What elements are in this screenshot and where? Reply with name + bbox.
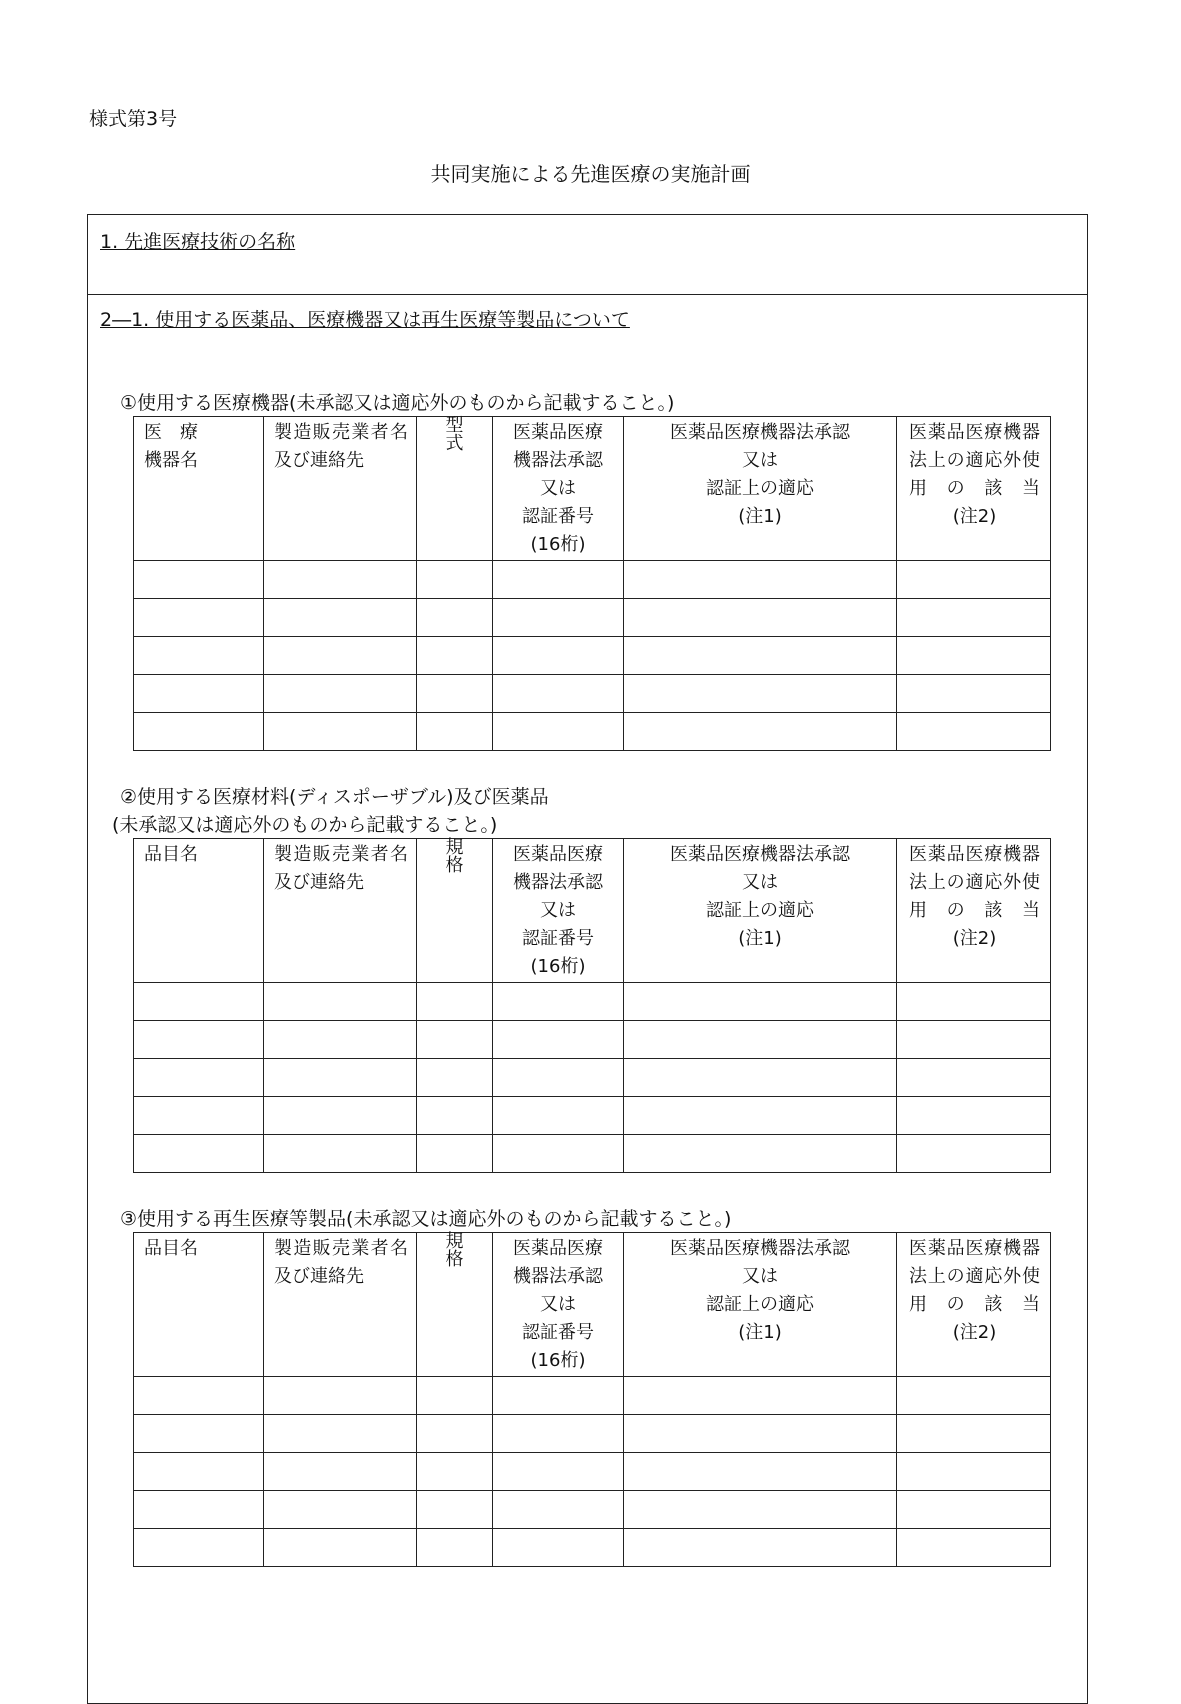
header-offlabel-text: 医薬品医療機器法上の適応外使用 [909,844,1040,921]
table-cell[interactable] [134,1415,264,1453]
table-cell[interactable] [493,1021,624,1059]
header-model [417,417,493,561]
regen-table-caption: ③使用する再生医療等製品(未承認又は適応外のものから記載すること。) [120,1208,732,1230]
table-cell[interactable] [624,1021,897,1059]
table-cell[interactable] [134,1453,264,1491]
header-maker: 製造販売業者名及び連絡先 [264,839,417,983]
header-product-name: 品目名 [134,839,264,983]
table-cell[interactable] [897,1135,1051,1173]
table-cell[interactable] [134,1021,264,1059]
table-cell[interactable] [624,1453,897,1491]
table-cell[interactable] [624,1415,897,1453]
table-cell[interactable] [897,1529,1051,1567]
header-maker: 製造販売業者名及び連絡先 [264,1233,417,1377]
table-cell[interactable] [417,1415,493,1453]
page-title: 共同実施による先進医療の実施計画 [430,162,751,186]
header-offlabel-note: (注2) [952,506,997,527]
table-cell[interactable] [264,1135,417,1173]
table-cell[interactable] [264,637,417,675]
device-table-caption: ①使用する医療機器(未承認又は適応外のものから記載すること。) [120,392,675,414]
material-caption-line1: ②使用する医療材料(ディスポーザブル)及び医薬品 [120,786,549,808]
table-cell[interactable] [624,675,897,713]
table-row [134,713,1051,751]
header-offlabel [897,839,1051,983]
table-cell[interactable] [624,1135,897,1173]
table-cell[interactable] [134,1135,264,1173]
table-cell[interactable] [624,1529,897,1567]
header-spec-label: 規格 [445,1231,464,1270]
table-row [134,1021,1051,1059]
regen-table [133,1232,1051,1567]
header-spec [417,1233,493,1377]
table-cell[interactable] [417,1491,493,1529]
header-approved-indication: 医薬品医療機器法承認 又は 認証上の適応 (注1) [624,417,897,561]
table-cell[interactable] [417,1529,493,1567]
table-cell[interactable] [624,637,897,675]
table-cell[interactable] [134,675,264,713]
table-cell[interactable] [264,983,417,1021]
table-cell[interactable] [897,599,1051,637]
header-offlabel-tail: の該当 [946,1294,1041,1315]
section2-heading: 2―1. 使用する医薬品、医療機器又は再生医療等製品について [100,309,630,331]
table-cell[interactable] [897,1377,1051,1415]
table-cell[interactable] [624,983,897,1021]
header-approval-number: 医薬品医療 機器法承認 又は 認証番号 (16桁) [493,417,624,561]
section-divider [88,294,1087,295]
table-cell[interactable] [417,1453,493,1491]
form-number: 様式第3号 [89,108,178,130]
section1-heading: 1. 先進医療技術の名称 [100,231,296,253]
table-cell[interactable] [897,1453,1051,1491]
table-cell[interactable] [134,1529,264,1567]
table-cell[interactable] [134,561,264,599]
table-row [134,599,1051,637]
table-cell[interactable] [493,1377,624,1415]
table-cell[interactable] [264,1059,417,1097]
material-table-caption [112,783,549,839]
table-cell[interactable] [624,713,897,751]
table-cell[interactable] [897,1097,1051,1135]
table-cell[interactable] [897,1415,1051,1453]
table-cell[interactable] [417,637,493,675]
table-cell[interactable] [493,983,624,1021]
table-cell[interactable] [493,675,624,713]
table-cell[interactable] [264,1377,417,1415]
table-cell[interactable] [134,1097,264,1135]
table-cell[interactable] [134,983,264,1021]
table-cell[interactable] [417,1135,493,1173]
table-cell[interactable] [264,599,417,637]
header-approved-indication: 医薬品医療機器法承認 又は 認証上の適応 (注1) [624,1233,897,1377]
header-model-label: 型式 [445,415,464,454]
table-cell[interactable] [493,713,624,751]
table-row [134,561,1051,599]
table-row [134,983,1051,1021]
table-cell[interactable] [624,561,897,599]
header-offlabel-tail: の該当 [946,478,1041,499]
header-offlabel-note: (注2) [952,928,997,949]
table-row [134,675,1051,713]
header-spec [417,839,493,983]
table-row [134,1415,1051,1453]
table-cell[interactable] [493,1097,624,1135]
table-cell[interactable] [134,637,264,675]
header-approval-number: 医薬品医療 機器法承認 又は 認証番号 (16桁) [493,839,624,983]
table-cell[interactable] [493,1059,624,1097]
table-cell[interactable] [417,561,493,599]
header-offlabel [897,417,1051,561]
header-offlabel-note: (注2) [952,1322,997,1343]
table-row [134,1453,1051,1491]
table-cell[interactable] [493,1135,624,1173]
table-cell[interactable] [897,561,1051,599]
table-cell[interactable] [417,1021,493,1059]
header-spec-label: 規格 [445,837,464,876]
header-approval-number: 医薬品医療 機器法承認 又は 認証番号 (16桁) [493,1233,624,1377]
table-row [134,1491,1051,1529]
plan-form-frame [87,214,1088,1704]
table-cell[interactable] [897,1021,1051,1059]
table-cell[interactable] [264,1021,417,1059]
table-cell[interactable] [624,599,897,637]
table-cell[interactable] [134,713,264,751]
table-cell[interactable] [897,713,1051,751]
material-table [133,838,1051,1173]
table-cell[interactable] [493,1453,624,1491]
table-cell[interactable] [417,675,493,713]
table-cell[interactable] [624,1097,897,1135]
table-row [134,1135,1051,1173]
table-cell[interactable] [264,561,417,599]
table-cell[interactable] [897,983,1051,1021]
table-cell[interactable] [417,983,493,1021]
regen-table-header [134,1233,1051,1377]
table-cell[interactable] [897,1059,1051,1097]
table-cell[interactable] [417,1377,493,1415]
table-cell[interactable] [264,713,417,751]
table-cell[interactable] [624,1491,897,1529]
header-offlabel [897,1233,1051,1377]
table-cell[interactable] [417,1097,493,1135]
table-cell[interactable] [134,1491,264,1529]
table-row [134,1377,1051,1415]
table-row [134,1097,1051,1135]
table-cell[interactable] [417,599,493,637]
device-table [133,416,1051,751]
material-caption-line2: (未承認又は適応外のものから記載すること。) [112,814,498,836]
header-offlabel-text: 医薬品医療機器法上の適応外使用 [909,1238,1040,1315]
table-cell[interactable] [493,637,624,675]
table-cell[interactable] [493,561,624,599]
table-cell[interactable] [264,1097,417,1135]
table-cell[interactable] [134,599,264,637]
header-approved-indication: 医薬品医療機器法承認 又は 認証上の適応 (注1) [624,839,897,983]
table-cell[interactable] [264,1415,417,1453]
table-row [134,1059,1051,1097]
table-cell[interactable] [134,1377,264,1415]
table-cell[interactable] [264,1491,417,1529]
table-cell[interactable] [417,1059,493,1097]
table-cell[interactable] [493,599,624,637]
header-device-name: 医 療 機器名 [134,417,264,561]
table-cell[interactable] [624,1059,897,1097]
table-row [134,1529,1051,1567]
table-cell[interactable] [897,675,1051,713]
table-cell[interactable] [897,637,1051,675]
device-table-header [134,417,1051,561]
material-table-header [134,839,1051,983]
header-product-name: 品目名 [134,1233,264,1377]
table-cell[interactable] [134,1059,264,1097]
table-cell[interactable] [264,1529,417,1567]
table-cell[interactable] [624,1377,897,1415]
table-cell[interactable] [264,675,417,713]
header-maker: 製造販売業者名及び連絡先 [264,417,417,561]
table-cell[interactable] [493,1491,624,1529]
table-cell[interactable] [493,1529,624,1567]
header-offlabel-text: 医薬品医療機器法上の適応外使用 [909,422,1040,499]
table-cell[interactable] [264,1453,417,1491]
table-cell[interactable] [493,1415,624,1453]
header-offlabel-tail: の該当 [946,900,1041,921]
table-row [134,637,1051,675]
table-cell[interactable] [897,1491,1051,1529]
table-cell[interactable] [417,713,493,751]
